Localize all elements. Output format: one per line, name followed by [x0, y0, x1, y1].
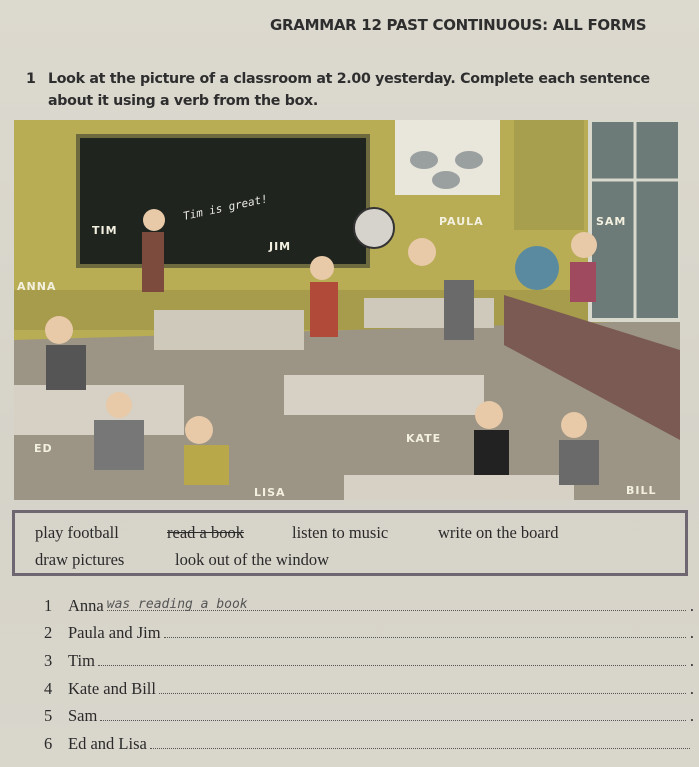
page-title: GRAMMAR 12 PAST CONTINUOUS: ALL FORMS [270, 16, 647, 34]
sentence-2: 2 Paula and Jim . [44, 623, 694, 642]
verb-item-used: read a book [167, 523, 244, 542]
verb-item: listen to music [292, 523, 389, 542]
label-ed: ED [34, 442, 53, 455]
sentence-subject: Ed and Lisa [68, 734, 147, 753]
sentence-6 [44, 734, 694, 756]
sentence-number: 6 [44, 734, 53, 753]
sentence-subject: Tim [68, 651, 95, 670]
sentence-number: 1 [44, 596, 53, 615]
desk [284, 375, 484, 415]
map-globe [410, 151, 438, 169]
sentence-number: 2 [44, 623, 53, 642]
sentence-subject: Anna [68, 596, 104, 615]
sentence-subject: Kate and Bill [68, 679, 156, 698]
label-bill: BILL [626, 484, 657, 497]
label-paula: PAULA [439, 215, 484, 228]
verb-item: write on the board [438, 523, 559, 542]
desk [344, 475, 574, 500]
handwritten-answer: was reading a book [106, 597, 248, 612]
verb-item: look out of the window [175, 550, 329, 569]
sentence-subject: Sam [68, 706, 98, 725]
label-anna: ANNA [17, 280, 57, 293]
label-sam: SAM [596, 215, 627, 228]
sentence-1: 1 Anna was reading a book . [44, 596, 694, 615]
answer-field[interactable] [164, 623, 686, 638]
label-tim: TIM [92, 224, 118, 237]
sentence-4: 4 Kate and Bill . [44, 679, 694, 698]
verb-item: draw pictures [35, 550, 125, 569]
sentence-number: 3 [44, 651, 53, 670]
sentence-subject: Paula and Jim [68, 623, 161, 642]
verb-box [12, 510, 688, 576]
label-lisa: LISA [254, 486, 286, 499]
answer-field[interactable] [150, 734, 690, 749]
football [354, 208, 394, 248]
sentence-number: 5 [44, 706, 53, 725]
label-jim: JIM [269, 240, 292, 253]
map-globe [432, 171, 460, 189]
answer-field[interactable] [100, 706, 686, 721]
map-globe [455, 151, 483, 169]
sentence-5: 5 Sam . [44, 706, 694, 725]
board-writing: Tim is great! [181, 192, 269, 223]
cupboard [514, 120, 584, 230]
exercise-number: 1 [26, 71, 36, 87]
verb-item: play football [35, 523, 119, 542]
globe [515, 246, 559, 290]
classroom-illustration [14, 120, 680, 500]
desk [154, 310, 304, 350]
answer-field[interactable] [159, 679, 686, 694]
answer-field[interactable] [98, 651, 686, 666]
exercise-instruction [26, 68, 688, 112]
answer-field[interactable] [107, 596, 686, 611]
sentence-3: 3 Tim . [44, 651, 694, 670]
desk [364, 298, 494, 328]
instruction-text: Look at the picture of a classroom at 2.00 yesterday. Complete each sentence about it using a verb from the box. [48, 71, 650, 109]
sentence-number: 4 [44, 679, 53, 698]
label-kate: KATE [406, 432, 442, 445]
